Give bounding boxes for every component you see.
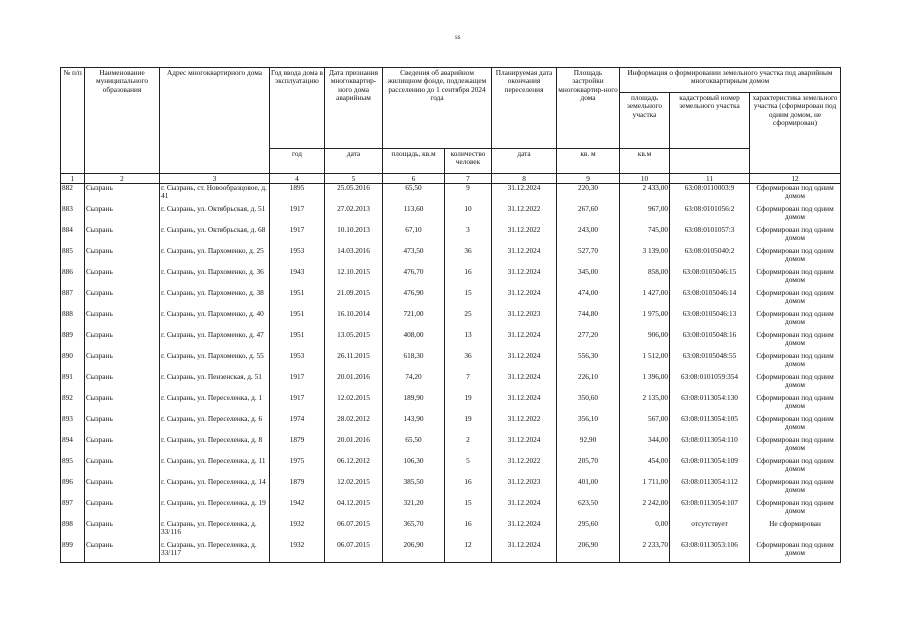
row-area: 385,50 <box>383 478 445 499</box>
row-planned-date: 31.12.2024 <box>492 541 557 563</box>
row-num: 882 <box>61 184 85 206</box>
row-area: 106,30 <box>383 457 445 478</box>
row-planned-date: 31.12.2023 <box>492 310 557 331</box>
row-emergency-date: 20.01.2016 <box>325 373 383 394</box>
row-built-area: 206,90 <box>557 541 620 563</box>
header-land-info: Информация о формировании земельного участка под аварийным многоквартирным домом <box>620 68 841 93</box>
row-status: Сформирован под одним домом <box>750 247 841 268</box>
table-row <box>61 499 841 520</box>
row-built-area: 205,70 <box>557 457 620 478</box>
row-cadastral: 63:08:0105040:2 <box>670 247 750 268</box>
row-land-area: 1 711,00 <box>620 478 670 499</box>
row-cadastral: 63:08:0105046:13 <box>670 310 750 331</box>
row-cadastral: 63:08:0113053:106 <box>670 541 750 563</box>
row-land-area: 2 242,00 <box>620 499 670 520</box>
row-area: 476,90 <box>383 289 445 310</box>
row-num: 888 <box>61 310 85 331</box>
table-row <box>61 394 841 415</box>
row-built-area: 401,00 <box>557 478 620 499</box>
row-people: 7 <box>445 373 492 394</box>
row-address: г. Сызрань, ул. Октябрьская, д. 51 <box>160 205 270 226</box>
row-planned-date: 31.12.2023 <box>492 478 557 499</box>
col-number: 8 <box>492 174 557 184</box>
row-num: 887 <box>61 289 85 310</box>
row-area: 65,50 <box>383 184 445 206</box>
row-built-area: 267,60 <box>557 205 620 226</box>
table-row <box>61 457 841 478</box>
row-built-area: 243,00 <box>557 226 620 247</box>
unit-date2: дата <box>492 149 557 174</box>
header-fund-info: Сведения об аварийном жилищном фонде, подлежащем расселению до 1 сентября 2024 года <box>383 68 492 149</box>
row-emergency-date: 28.02.2012 <box>325 415 383 436</box>
row-area: 473,50 <box>383 247 445 268</box>
row-num: 897 <box>61 499 85 520</box>
row-people: 16 <box>445 478 492 499</box>
row-status: Сформирован под одним домом <box>750 394 841 415</box>
row-people: 2 <box>445 436 492 457</box>
row-address: г. Сызрань, ул. Переселенка, д. 1 <box>160 394 270 415</box>
table-row <box>61 205 841 226</box>
row-built-area: 350,60 <box>557 394 620 415</box>
row-cadastral: 63:08:0113054:112 <box>670 478 750 499</box>
row-emergency-date: 13.05.2015 <box>325 331 383 352</box>
row-cadastral: 63:08:0105046:14 <box>670 289 750 310</box>
row-emergency-date: 06.07.2015 <box>325 520 383 541</box>
row-status: Сформирован под одним домом <box>750 373 841 394</box>
row-area: 113,60 <box>383 205 445 226</box>
row-built-area: 556,30 <box>557 352 620 373</box>
emergency-housing-table <box>60 67 841 563</box>
row-cadastral: 63:08:0113054:105 <box>670 415 750 436</box>
row-municipality: Сызрань <box>85 457 160 478</box>
row-area: 476,70 <box>383 268 445 289</box>
header-num: № п/п <box>61 68 85 174</box>
row-people: 9 <box>445 184 492 206</box>
row-year: 1951 <box>270 289 325 310</box>
row-num: 889 <box>61 331 85 352</box>
row-people: 25 <box>445 310 492 331</box>
table-row <box>61 331 841 352</box>
row-municipality: Сызрань <box>85 352 160 373</box>
row-built-area: 295,60 <box>557 520 620 541</box>
row-planned-date: 31.12.2024 <box>492 436 557 457</box>
row-year: 1917 <box>270 373 325 394</box>
row-people: 19 <box>445 394 492 415</box>
row-address: г. Сызрань, ул. Переселенка, д. 33/117 <box>160 541 270 563</box>
row-land-area: 906,00 <box>620 331 670 352</box>
row-emergency-date: 12.02.2015 <box>325 478 383 499</box>
row-built-area: 744,80 <box>557 310 620 331</box>
row-status: Не сформирован <box>750 520 841 541</box>
row-municipality: Сызрань <box>85 205 160 226</box>
row-emergency-date: 25.05.2016 <box>325 184 383 206</box>
row-num: 892 <box>61 394 85 415</box>
table-row <box>61 352 841 373</box>
row-emergency-date: 04.12.2015 <box>325 499 383 520</box>
row-municipality: Сызрань <box>85 373 160 394</box>
row-land-area: 3 139,00 <box>620 247 670 268</box>
row-address: г. Сызрань, ст. Новообразцовое, д. 41 <box>160 184 270 206</box>
unit-sqm2: кв.м <box>620 149 670 174</box>
row-emergency-date: 12.10.2015 <box>325 268 383 289</box>
table-row <box>61 289 841 310</box>
col-number: 3 <box>160 174 270 184</box>
row-municipality: Сызрань <box>85 247 160 268</box>
row-area: 721,00 <box>383 310 445 331</box>
row-people: 12 <box>445 541 492 563</box>
col-number: 6 <box>383 174 445 184</box>
table-row <box>61 247 841 268</box>
table-row <box>61 184 841 206</box>
row-planned-date: 31.12.2024 <box>492 394 557 415</box>
row-num: 894 <box>61 436 85 457</box>
table-row <box>61 436 841 457</box>
row-people: 19 <box>445 415 492 436</box>
row-cadastral: 63:08:0110003:9 <box>670 184 750 206</box>
row-people: 36 <box>445 247 492 268</box>
row-address: г. Сызрань, ул. Пархоменко, д. 38 <box>160 289 270 310</box>
row-num: 893 <box>61 415 85 436</box>
row-status: Сформирован под одним домом <box>750 541 841 563</box>
row-land-area: 0,00 <box>620 520 670 541</box>
row-emergency-date: 21.09.2015 <box>325 289 383 310</box>
row-planned-date: 31.12.2024 <box>492 184 557 206</box>
row-area: 67,10 <box>383 226 445 247</box>
row-municipality: Сызрань <box>85 520 160 541</box>
row-municipality: Сызрань <box>85 499 160 520</box>
row-land-area: 2 135,00 <box>620 394 670 415</box>
row-land-area: 1 512,00 <box>620 352 670 373</box>
column-number-row <box>61 174 841 184</box>
row-status: Сформирован под одним домом <box>750 478 841 499</box>
row-status: Сформирован под одним домом <box>750 205 841 226</box>
row-area: 74,20 <box>383 373 445 394</box>
table-row <box>61 373 841 394</box>
col-number: 9 <box>557 174 620 184</box>
row-planned-date: 31.12.2024 <box>492 268 557 289</box>
row-year: 1953 <box>270 352 325 373</box>
row-land-area: 2 233,70 <box>620 541 670 563</box>
row-year: 1895 <box>270 184 325 206</box>
col-number: 12 <box>750 174 841 184</box>
row-land-area: 1 427,00 <box>620 289 670 310</box>
unit-blank <box>670 149 750 174</box>
header-emergency-date: Дата признания многоквартир-ного дома аварийным <box>325 68 383 149</box>
row-emergency-date: 20.01.2016 <box>325 436 383 457</box>
row-status: Сформирован под одним домом <box>750 331 841 352</box>
row-municipality: Сызрань <box>85 331 160 352</box>
row-area: 365,70 <box>383 520 445 541</box>
row-area: 618,30 <box>383 352 445 373</box>
row-num: 896 <box>61 478 85 499</box>
row-people: 16 <box>445 520 492 541</box>
unit-area: площадь, кв.м <box>383 149 445 174</box>
row-planned-date: 31.12.2024 <box>492 247 557 268</box>
row-land-area: 745,00 <box>620 226 670 247</box>
row-people: 10 <box>445 205 492 226</box>
header-municipality: Наименование муниципального образования <box>85 68 160 174</box>
row-built-area: 356,10 <box>557 415 620 436</box>
table-row <box>61 310 841 331</box>
row-cadastral: 63:08:0105048:16 <box>670 331 750 352</box>
col-number: 2 <box>85 174 160 184</box>
header-characteristic: характеристика земельного участка (сформирован под одним домом, не сформирован) <box>750 93 841 174</box>
row-emergency-date: 06.07.2015 <box>325 541 383 563</box>
row-status: Сформирован под одним домом <box>750 310 841 331</box>
row-municipality: Сызрань <box>85 394 160 415</box>
row-num: 886 <box>61 268 85 289</box>
row-built-area: 527,70 <box>557 247 620 268</box>
header-planned-date: Планируемая дата окончания переселения <box>492 68 557 149</box>
row-planned-date: 31.12.2024 <box>492 289 557 310</box>
row-land-area: 344,00 <box>620 436 670 457</box>
table-row <box>61 226 841 247</box>
row-cadastral: 63:08:0105048:55 <box>670 352 750 373</box>
row-area: 189,90 <box>383 394 445 415</box>
row-land-area: 2 433,00 <box>620 184 670 206</box>
row-people: 36 <box>445 352 492 373</box>
row-land-area: 567,00 <box>620 415 670 436</box>
row-emergency-date: 16.10.2014 <box>325 310 383 331</box>
unit-people: количество человек <box>445 149 492 174</box>
row-municipality: Сызрань <box>85 478 160 499</box>
row-cadastral: 63:08:0113054:110 <box>670 436 750 457</box>
row-address: г. Сызрань, ул. Октябрьская, д. 68 <box>160 226 270 247</box>
row-year: 1942 <box>270 499 325 520</box>
row-people: 5 <box>445 457 492 478</box>
row-address: г. Сызрань, ул. Переселенка, д. 33/116 <box>160 520 270 541</box>
row-status: Сформирован под одним домом <box>750 268 841 289</box>
row-year: 1932 <box>270 520 325 541</box>
row-emergency-date: 27.02.2013 <box>325 205 383 226</box>
row-municipality: Сызрань <box>85 310 160 331</box>
row-address: г. Сызрань, ул. Переселенка, д. 14 <box>160 478 270 499</box>
table-row <box>61 415 841 436</box>
row-cadastral: 63:08:0101059:354 <box>670 373 750 394</box>
row-planned-date: 31.12.2022 <box>492 457 557 478</box>
row-planned-date: 31.12.2024 <box>492 352 557 373</box>
row-num: 899 <box>61 541 85 563</box>
row-address: г. Сызрань, ул. Переселенка, д. 8 <box>160 436 270 457</box>
table-row <box>61 541 841 563</box>
row-people: 15 <box>445 289 492 310</box>
page-number: ss <box>455 33 461 41</box>
row-planned-date: 31.12.2022 <box>492 205 557 226</box>
row-municipality: Сызрань <box>85 436 160 457</box>
row-people: 15 <box>445 499 492 520</box>
row-municipality: Сызрань <box>85 289 160 310</box>
row-land-area: 1 975,00 <box>620 310 670 331</box>
row-num: 885 <box>61 247 85 268</box>
row-cadastral: отсутствует <box>670 520 750 541</box>
row-land-area: 967,00 <box>620 205 670 226</box>
unit-sqm: кв. м <box>557 149 620 174</box>
col-number: 7 <box>445 174 492 184</box>
table-row <box>61 268 841 289</box>
row-status: Сформирован под одним домом <box>750 436 841 457</box>
row-num: 895 <box>61 457 85 478</box>
row-planned-date: 31.12.2022 <box>492 226 557 247</box>
row-land-area: 858,00 <box>620 268 670 289</box>
row-built-area: 474,00 <box>557 289 620 310</box>
row-built-area: 345,00 <box>557 268 620 289</box>
header-built-area: Площадь застройки многоквартир-ного дома <box>557 68 620 149</box>
row-emergency-date: 10.10.2013 <box>325 226 383 247</box>
row-people: 16 <box>445 268 492 289</box>
row-year: 1953 <box>270 247 325 268</box>
row-planned-date: 31.12.2022 <box>492 415 557 436</box>
row-planned-date: 31.12.2024 <box>492 520 557 541</box>
row-num: 884 <box>61 226 85 247</box>
row-cadastral: 63:08:0101057:3 <box>670 226 750 247</box>
row-built-area: 277,20 <box>557 331 620 352</box>
row-num: 890 <box>61 352 85 373</box>
row-address: г. Сызрань, ул. Пензенская, д. 51 <box>160 373 270 394</box>
col-number: 5 <box>325 174 383 184</box>
row-emergency-date: 06.12.2012 <box>325 457 383 478</box>
row-cadastral: 63:08:0113054:107 <box>670 499 750 520</box>
row-num: 883 <box>61 205 85 226</box>
row-status: Сформирован под одним домом <box>750 352 841 373</box>
row-address: г. Сызрань, ул. Переселенка, д. 11 <box>160 457 270 478</box>
row-year: 1951 <box>270 331 325 352</box>
row-built-area: 220,30 <box>557 184 620 206</box>
row-area: 408,00 <box>383 331 445 352</box>
row-planned-date: 31.12.2024 <box>492 373 557 394</box>
table-row <box>61 478 841 499</box>
row-address: г. Сызрань, ул. Пархоменко, д. 36 <box>160 268 270 289</box>
header-cadastral: кадастровый номер земельного участка <box>670 93 750 149</box>
row-status: Сформирован под одним домом <box>750 184 841 206</box>
row-cadastral: 63:08:0113054:109 <box>670 457 750 478</box>
row-municipality: Сызрань <box>85 415 160 436</box>
row-people: 13 <box>445 331 492 352</box>
col-number: 4 <box>270 174 325 184</box>
row-cadastral: 63:08:0101056:2 <box>670 205 750 226</box>
row-status: Сформирован под одним домом <box>750 457 841 478</box>
row-num: 891 <box>61 373 85 394</box>
row-area: 206,90 <box>383 541 445 563</box>
row-address: г. Сызрань, ул. Пархоменко, д. 40 <box>160 310 270 331</box>
row-address: г. Сызрань, ул. Пархоменко, д. 55 <box>160 352 270 373</box>
row-year: 1974 <box>270 415 325 436</box>
row-area: 143,90 <box>383 415 445 436</box>
row-year: 1917 <box>270 205 325 226</box>
row-land-area: 454,00 <box>620 457 670 478</box>
unit-date: дата <box>325 149 383 174</box>
row-status: Сформирован под одним домом <box>750 289 841 310</box>
row-emergency-date: 26.11.2015 <box>325 352 383 373</box>
table-body <box>61 184 841 563</box>
row-status: Сформирован под одним домом <box>750 226 841 247</box>
row-emergency-date: 12.02.2015 <box>325 394 383 415</box>
row-people: 3 <box>445 226 492 247</box>
unit-year: год <box>270 149 325 174</box>
row-built-area: 623,50 <box>557 499 620 520</box>
row-built-area: 92,90 <box>557 436 620 457</box>
row-built-area: 226,10 <box>557 373 620 394</box>
row-year: 1975 <box>270 457 325 478</box>
row-municipality: Сызрань <box>85 226 160 247</box>
row-municipality: Сызрань <box>85 541 160 563</box>
row-area: 321,20 <box>383 499 445 520</box>
col-number: 1 <box>61 174 85 184</box>
row-municipality: Сызрань <box>85 268 160 289</box>
row-emergency-date: 14.03.2016 <box>325 247 383 268</box>
row-address: г. Сызрань, ул. Пархоменко, д. 47 <box>160 331 270 352</box>
row-year: 1879 <box>270 478 325 499</box>
row-year: 1951 <box>270 310 325 331</box>
row-year: 1932 <box>270 541 325 563</box>
row-municipality: Сызрань <box>85 184 160 206</box>
header-land-area: площадь земельного участка <box>620 93 670 149</box>
table-row <box>61 520 841 541</box>
row-year: 1917 <box>270 394 325 415</box>
row-address: г. Сызрань, ул. Переселенка, д. 6 <box>160 415 270 436</box>
row-planned-date: 31.12.2024 <box>492 331 557 352</box>
row-year: 1917 <box>270 226 325 247</box>
row-year: 1879 <box>270 436 325 457</box>
row-planned-date: 31.12.2024 <box>492 499 557 520</box>
row-year: 1943 <box>270 268 325 289</box>
row-status: Сформирован под одним домом <box>750 499 841 520</box>
row-cadastral: 63:08:0105046:15 <box>670 268 750 289</box>
row-num: 898 <box>61 520 85 541</box>
row-land-area: 1 396,00 <box>620 373 670 394</box>
col-number: 10 <box>620 174 670 184</box>
row-status: Сформирован под одним домом <box>750 415 841 436</box>
row-area: 65,50 <box>383 436 445 457</box>
col-number: 11 <box>670 174 750 184</box>
row-cadastral: 63:08:0113054:130 <box>670 394 750 415</box>
row-address: г. Сызрань, ул. Пархоменко, д. 25 <box>160 247 270 268</box>
header-year: Год ввода дома в эксплуатацию <box>270 68 325 149</box>
header-address: Адрес многоквартирного дома <box>160 68 270 174</box>
row-address: г. Сызрань, ул. Переселенка, д. 19 <box>160 499 270 520</box>
table-header <box>61 68 841 184</box>
